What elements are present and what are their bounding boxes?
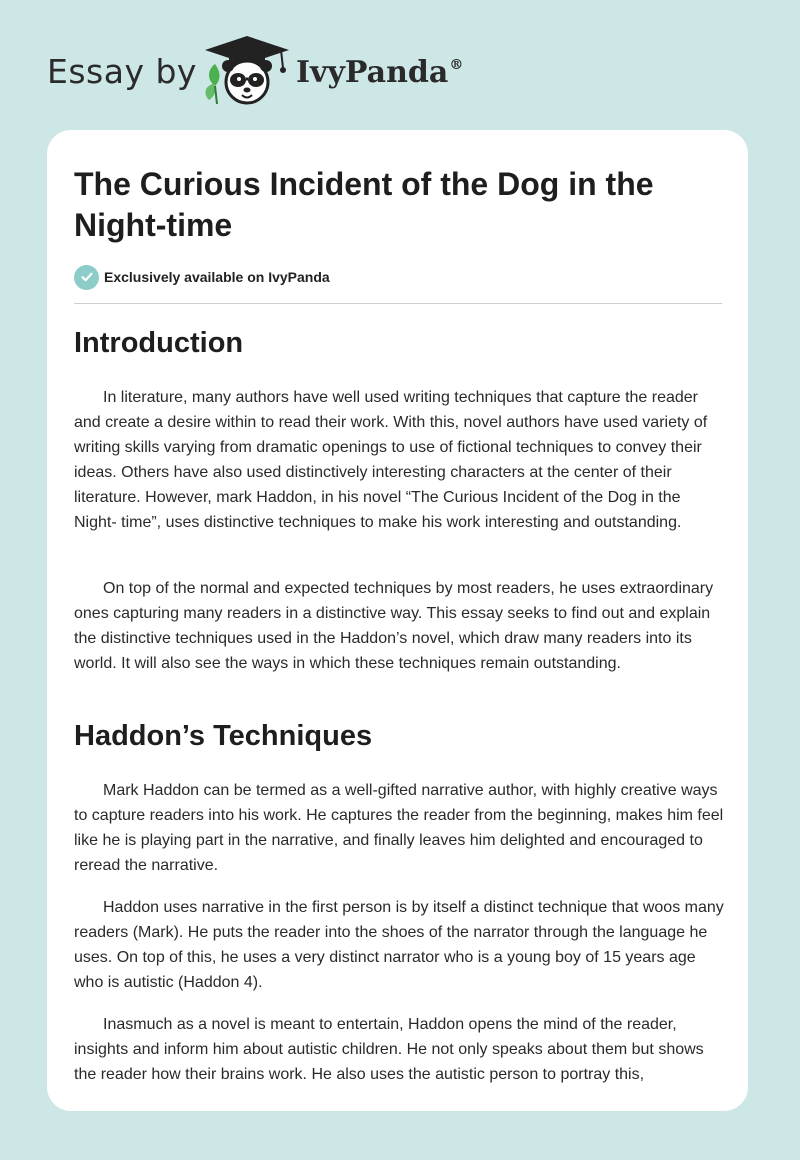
essay-by-label: Essay by <box>47 52 197 91</box>
divider <box>74 303 722 304</box>
paragraph: Haddon uses narrative in the first person is by itself a distinct technique that woos many readers (Mark). He puts the reader into the shoes of the narrator through the language he uses. On top of this, he uses a very distinct narrator who is a young boy of 15 years age who is autistic (Haddon 4). <box>74 899 724 991</box>
paragraph: On top of the normal and expected techniques by most readers, he uses extraordinary ones capturing many readers in a distinctive way. This essay seeks to find out and explain the distinctive techniques used in the Haddon’s novel, which draw many readers into its world. It will also see the ways in which these techniques remain outstanding. <box>74 580 714 672</box>
paragraph: In literature, many authors have well used writing techniques that capture the reader and create a desire within to read their work. With this, novel authors have used variety of writing skills varying from dramatic openings to use of fictional techniques to convey their ideas. Others have also used distinctively interesting characters at the center of their literature. However, mark Haddon, in his novel “The Curious Incident of the Dog in the Night- time”, uses distinctive techniques to make his work interesting and outstanding. <box>74 389 708 531</box>
exclusive-label: Exclusively available on IvyPanda <box>104 269 330 285</box>
section-heading-introduction: Introduction <box>74 327 244 359</box>
essay-card <box>47 130 748 1111</box>
section-heading-haddons-techniques: Haddon’s Techniques <box>74 720 373 752</box>
exclusive-notice <box>74 264 330 290</box>
brand-name[interactable] <box>296 55 463 90</box>
panda-graduate-logo-icon[interactable] <box>201 34 293 108</box>
registered-mark: ® <box>449 57 464 73</box>
site-header <box>0 0 800 130</box>
paragraph: Inasmuch as a novel is meant to entertain, Haddon opens the mind of the reader, insights and inform him about autistic children. He not only speaks about them but shows the reader how their brains work. He also uses the autistic person to portray this, <box>74 1016 704 1083</box>
essay-title: The Curious Incident of the Dog in the Night-time <box>74 166 654 243</box>
check-icon <box>74 265 99 290</box>
brand-name-text: IvyPanda <box>296 55 449 90</box>
paragraph: Mark Haddon can be termed as a well-gifted narrative author, with highly creative ways to capture readers into his work. He captures the reader from the beginning, makes him feel like he is playing part in the narrative, and finally leaves him delighted and encouraged to reread the narrative. <box>74 782 724 874</box>
